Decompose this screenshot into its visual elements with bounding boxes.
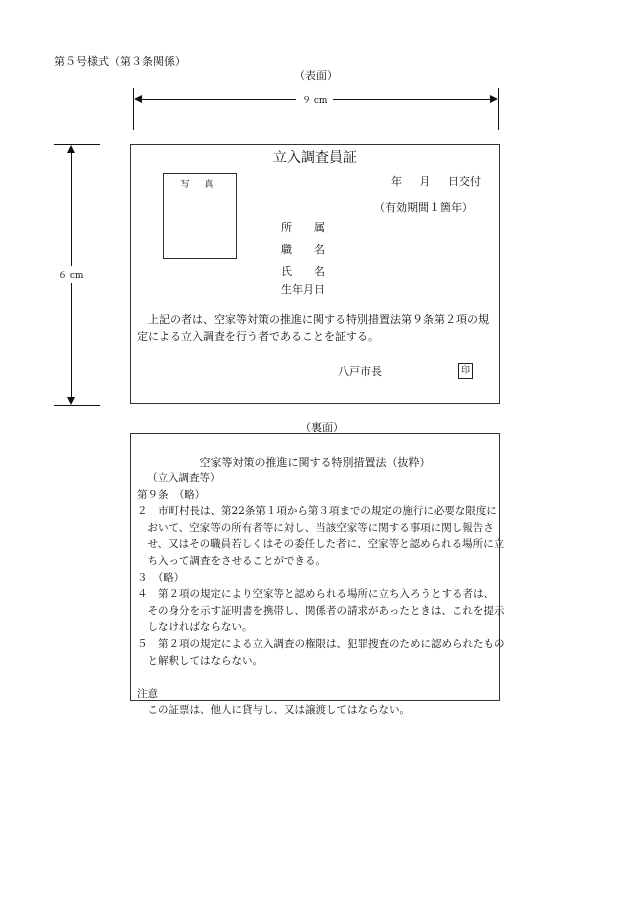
back-side-label: （裏面） bbox=[300, 421, 344, 434]
law-excerpt-text bbox=[137, 470, 505, 719]
photo-label: 写 真 bbox=[180, 180, 220, 190]
height-dimension-label: ６ cm bbox=[57, 266, 84, 283]
field-affiliation: 所 属 bbox=[281, 221, 325, 234]
id-card-front bbox=[130, 144, 500, 404]
law-line: ち入って調査をさせることができる。 bbox=[137, 554, 326, 567]
validity-period: （有効期間１箇年） bbox=[374, 201, 473, 214]
law-line: （立入調査等） bbox=[147, 472, 221, 484]
law-line: と解釈してはならない。 bbox=[137, 654, 263, 667]
law-line bbox=[137, 669, 497, 686]
law-line: おいて、空家等の所有者等に対し、当該空家等に関する事項に関し報告さ bbox=[137, 521, 494, 534]
id-card-back bbox=[130, 433, 505, 717]
law-line: ５ 第２項の規定による立入調査の権限は、犯罪捜査のために認められたもの bbox=[137, 637, 505, 650]
law-line: せ、又はその職員若しくはその委任した者に、空家等と認められる場所に立 bbox=[137, 538, 505, 551]
issue-date: 年 月 日交付 bbox=[391, 175, 481, 188]
law-line: しなければならない。 bbox=[137, 621, 253, 634]
front-side-label: （表面） bbox=[294, 69, 338, 82]
notice-text: この証票は、他人に貸与し、又は譲渡してはならない。 bbox=[137, 704, 410, 717]
law-line: ２ 市町村長は、第22条第１項から第３項までの規定の施行に必要な限度に bbox=[137, 505, 497, 518]
width-dimension-label: ９ cm bbox=[296, 93, 333, 106]
issuer-mayor: 八戸市長 bbox=[338, 365, 382, 378]
law-line: 第９条 （略） bbox=[137, 488, 206, 501]
certification-text: 上記の者は、空家等対策の推進に関する特別措置法第９条第２項の規定による立入調査を行う者であることを証する。 bbox=[137, 313, 489, 343]
law-line: ４ 第２項の規定により空家等と認められる場所に立ち入ろうとする者は、 bbox=[137, 588, 494, 601]
field-position: 職 名 bbox=[281, 243, 325, 256]
card-title: 立入調査員証 bbox=[273, 150, 357, 166]
law-line: その身分を示す証明書を携帯し、関係者の請求があったときは、これを提示 bbox=[137, 604, 505, 617]
law-line: ３ （略） bbox=[137, 571, 185, 584]
law-excerpt-title: 空家等対策の推進に関する特別措置法（抜粋） bbox=[199, 456, 431, 469]
field-birth-date: 生年月日 bbox=[281, 283, 325, 296]
photo-area bbox=[163, 173, 237, 259]
field-name: 氏 名 bbox=[281, 265, 325, 278]
form-number-label: 第５号様式（第３条関係） bbox=[54, 55, 186, 68]
seal-mark: 印 bbox=[458, 363, 473, 379]
notice-heading: 注意 bbox=[137, 687, 158, 700]
